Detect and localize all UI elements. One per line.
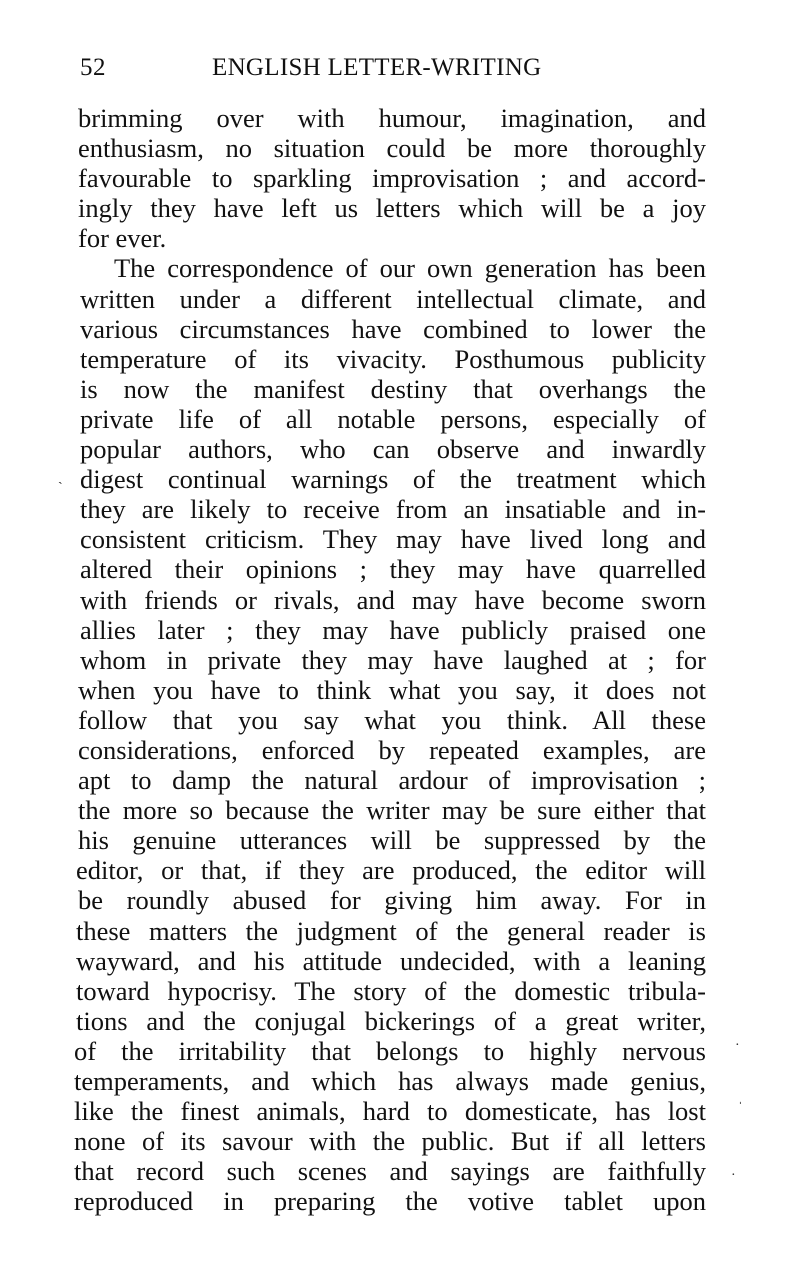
text-line: popular authors, who can observe and inwardly xyxy=(80,434,706,465)
page-header xyxy=(80,54,640,86)
text-line: temperaments, and which has always made genius, xyxy=(74,1066,706,1096)
running-title: ENGLISH LETTER-WRITING xyxy=(212,54,542,81)
text-line: follow that you say what you think. All these xyxy=(78,704,706,735)
text-line: favourable to sparkling improvisation ; and accord- xyxy=(78,163,706,194)
text-line: tions and the conjugal bickerings of a great writer, xyxy=(76,1005,706,1036)
text-line: these matters the judgment of the general reader is xyxy=(76,915,706,946)
text-line: his genuine utterances will be suppressed by the xyxy=(78,825,706,856)
text-line: wayward, and his attitude undecided, with a leaning xyxy=(76,945,706,976)
text-line: altered their opinions ; they may have quarrelled xyxy=(80,554,706,585)
text-line: toward hypocrisy. The story of the domestic tribula- xyxy=(76,975,706,1006)
text-line: temperature of its vivacity. Posthumous publicity xyxy=(80,343,706,374)
text-line: whom in private they may have laughed at ; for xyxy=(80,644,706,675)
margin-tick-mark: ˏ xyxy=(58,470,63,485)
text-line: is now the manifest destiny that overhangs the xyxy=(80,373,706,404)
text-line: when you have to think what you say, it does not xyxy=(78,674,706,705)
margin-dot-mark: ˌ xyxy=(738,1090,743,1105)
margin-dot-mark: · xyxy=(731,1168,736,1183)
margin-dot-mark: · xyxy=(735,1038,740,1053)
text-line: of the irritability that belongs to highly nervous xyxy=(74,1035,706,1066)
text-line: various circumstances have combined to lower the xyxy=(80,313,706,344)
text-line: be roundly abused for giving him away. For in xyxy=(78,885,706,916)
text-line: digest continual warnings of the treatment which xyxy=(80,464,706,495)
text-line: with friends or rivals, and may have become sworn xyxy=(80,584,706,615)
text-line: brimming over with humour, imagination, and xyxy=(78,103,706,133)
text-line: they are likely to receive from an insatiable and in- xyxy=(80,494,706,525)
text-line: the more so because the writer may be sure either that xyxy=(78,795,706,826)
body-text xyxy=(74,103,706,1217)
text-line: that record such scenes and sayings are faithfully xyxy=(74,1156,706,1187)
text-line: like the finest animals, hard to domesticate, has lost xyxy=(74,1096,706,1127)
text-line: allies later ; they may have publicly praised one xyxy=(80,614,706,645)
text-line: reproduced in preparing the votive tablet upon xyxy=(74,1186,706,1217)
text-line: editor, or that, if they are produced, the editor will xyxy=(76,855,706,886)
text-line: consistent criticism. They may have lived long and xyxy=(80,524,706,555)
paragraph-end-line: for ever. xyxy=(78,223,167,254)
text-line: ingly they have left us letters which will be a joy xyxy=(78,193,706,224)
page-number: 52 xyxy=(80,54,106,81)
text-line: written under a different intellectual climate, and xyxy=(80,283,706,314)
text-line: none of its savour with the public. But if all letters xyxy=(74,1126,706,1157)
text-line: private life of all notable persons, especially of xyxy=(80,403,706,434)
paragraph-start-line: The correspondence of our own generation has been xyxy=(114,253,706,284)
text-line: apt to damp the natural ardour of improvisation ; xyxy=(78,765,706,796)
text-line: enthusiasm, no situation could be more thoroughly xyxy=(78,133,706,164)
text-line: considerations, enforced by repeated examples, are xyxy=(78,734,706,765)
